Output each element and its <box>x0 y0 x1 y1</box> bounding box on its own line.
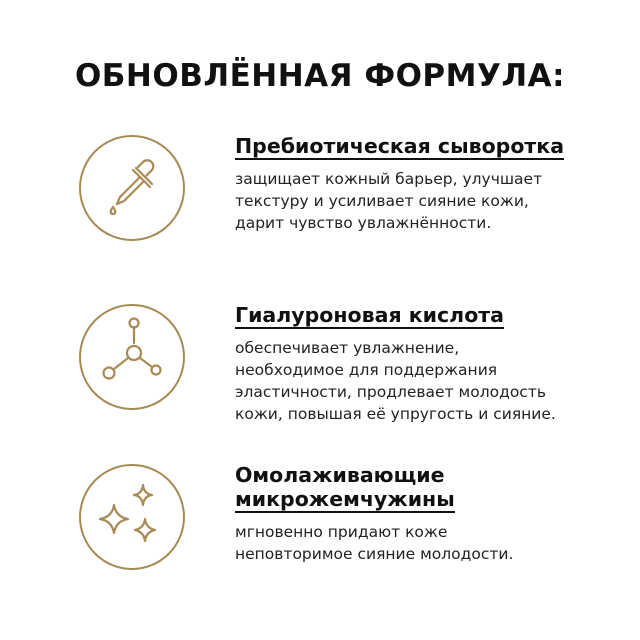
feature-prebiotic-serum <box>78 134 618 254</box>
feature-description-line: неповторимое сияние молодости. <box>235 545 514 563</box>
feature-description-line: кожи, повышая её упругость и сияние. <box>235 405 556 423</box>
feature-description-line: дарит чувство увлажнённости. <box>235 214 492 232</box>
molecule-icon <box>78 303 186 411</box>
feature-heading-line: Пребиотическая сыворотка <box>235 134 565 158</box>
feature-description <box>235 521 565 565</box>
feature-description-line: эластичности, продлевает молодость <box>235 383 546 401</box>
feature-heading-line: микрожемчужины <box>235 487 455 511</box>
feature-description <box>235 337 565 425</box>
feature-description-line: текстуру и усиливает сияние кожи, <box>235 192 529 210</box>
dropper-icon <box>78 134 186 242</box>
feature-heading-line: Омолаживающие <box>235 463 445 487</box>
feature-description-line: мгновенно придают коже <box>235 523 448 541</box>
feature-heading <box>235 303 504 329</box>
feature-heading <box>235 463 455 513</box>
feature-description-line: обеспечивает увлажнение, <box>235 339 460 357</box>
feature-description-line: защищает кожный барьер, улучшает <box>235 170 543 188</box>
sparkles-icon <box>78 463 186 571</box>
feature-text <box>235 463 565 565</box>
feature-micropearls <box>78 463 618 583</box>
feature-text <box>235 303 565 425</box>
feature-description <box>235 168 565 234</box>
feature-heading <box>235 134 564 160</box>
feature-hyaluronic-acid <box>78 303 618 423</box>
page-title: ОБНОВЛЁННАЯ ФОРМУЛА: <box>74 58 566 94</box>
feature-heading-line: Гиалуроновая кислота <box>235 303 504 327</box>
feature-text <box>235 134 565 234</box>
feature-description-line: необходимое для поддержания <box>235 361 498 379</box>
